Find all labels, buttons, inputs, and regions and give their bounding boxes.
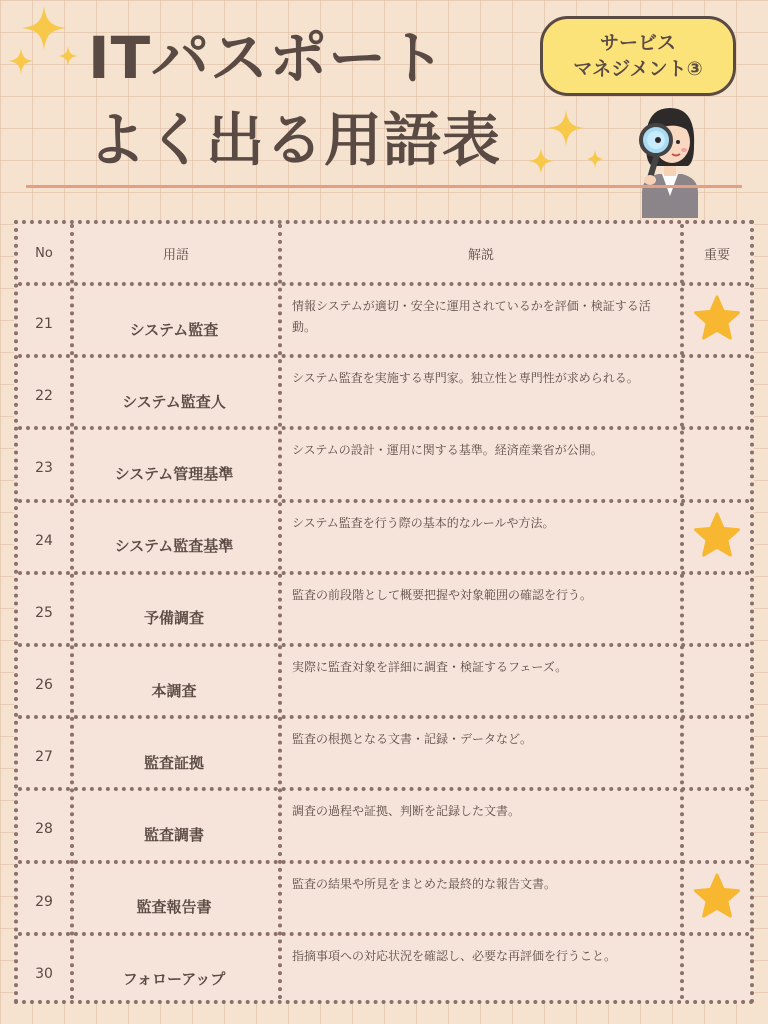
row-description: 監査の結果や所見をまとめた最終的な報告文書。 — [292, 876, 557, 891]
row-importance — [684, 430, 750, 498]
row-number: 21 — [35, 316, 53, 333]
table-row — [18, 860, 750, 932]
page-title-line1: ITパスポート — [88, 24, 447, 92]
row-importance — [684, 719, 750, 787]
table-row — [18, 787, 750, 859]
table-row — [18, 354, 750, 426]
row-term: システム監査 — [129, 320, 219, 339]
row-number: 23 — [35, 460, 53, 477]
row-importance — [684, 358, 750, 426]
terms-table — [14, 220, 754, 1004]
row-number: 25 — [35, 604, 53, 621]
row-importance — [684, 503, 750, 571]
row-description: 指摘事項への対応状況を確認し、必要な再評価を行うこと。 — [292, 948, 617, 963]
header-description: 解説 — [467, 247, 494, 263]
page-title-line2: よく出る用語表 — [88, 106, 502, 174]
star-icon — [693, 295, 741, 345]
row-term: システム管理基準 — [114, 464, 234, 483]
badge-line1: サービス — [599, 32, 676, 54]
row-description: システムの設計・運用に関する基準。経済産業省が公開。 — [292, 443, 603, 458]
row-term: 監査報告書 — [136, 898, 212, 917]
sparkle-icon — [548, 110, 584, 146]
row-description: システム監査を実施する専門家。独立性と専門性が求められる。 — [292, 371, 639, 386]
header-importance: 重要 — [703, 247, 730, 263]
title-divider — [26, 185, 742, 188]
sparkle-icon — [8, 48, 34, 74]
table-row — [18, 426, 750, 498]
table-row — [18, 932, 750, 1004]
row-importance — [684, 647, 750, 715]
sparkle-icon — [528, 148, 554, 174]
row-number: 27 — [35, 749, 53, 766]
table-row — [18, 499, 750, 571]
row-importance — [684, 864, 750, 932]
row-description: 情報システムが適切・安全に運用されているかを評価・検証する活動。 — [292, 299, 651, 334]
row-importance — [684, 575, 750, 643]
table-row — [18, 571, 750, 643]
row-term: フォローアップ — [122, 970, 226, 989]
row-number: 28 — [35, 821, 53, 838]
row-number: 24 — [35, 532, 53, 549]
row-description: 実際に監査対象を詳細に調査・検証するフェーズ。 — [292, 660, 568, 674]
row-importance — [684, 286, 750, 354]
row-number: 26 — [35, 677, 53, 694]
row-description: 調査の過程や証拠、判断を記録した文書。 — [292, 804, 521, 819]
row-number: 30 — [35, 965, 53, 982]
row-term: 監査調書 — [143, 825, 204, 844]
row-description: システム監査を行う際の基本的なルールや方法。 — [292, 515, 555, 530]
person-magnifier-icon — [628, 100, 712, 218]
row-term: 予備調査 — [143, 609, 204, 628]
row-term: システム監査人 — [122, 392, 226, 411]
sparkle-icon — [586, 150, 604, 168]
star-icon — [693, 512, 741, 562]
row-description: 監査の根拠となる文書・記録・データなど。 — [292, 732, 533, 747]
row-number: 22 — [35, 388, 53, 405]
badge-line2: マネジメント③ — [573, 58, 703, 80]
sparkle-icon — [58, 46, 78, 66]
table-row — [18, 643, 750, 715]
table-row — [18, 715, 750, 787]
row-importance — [684, 791, 750, 859]
table-header-row — [18, 224, 750, 282]
category-badge — [540, 16, 736, 96]
header-term: 用語 — [162, 247, 189, 263]
star-icon — [693, 873, 741, 923]
row-number: 29 — [35, 893, 53, 910]
header-no: No — [35, 245, 53, 261]
row-term: システム監査基準 — [114, 537, 234, 556]
sparkle-icon — [22, 6, 66, 50]
row-description: 監査の前段階として概要把握や対象範囲の確認を行う。 — [292, 587, 593, 602]
row-term: 本調査 — [151, 681, 197, 700]
row-importance — [684, 936, 750, 1004]
row-term: 監査証拠 — [143, 753, 204, 772]
table-row — [18, 282, 750, 354]
